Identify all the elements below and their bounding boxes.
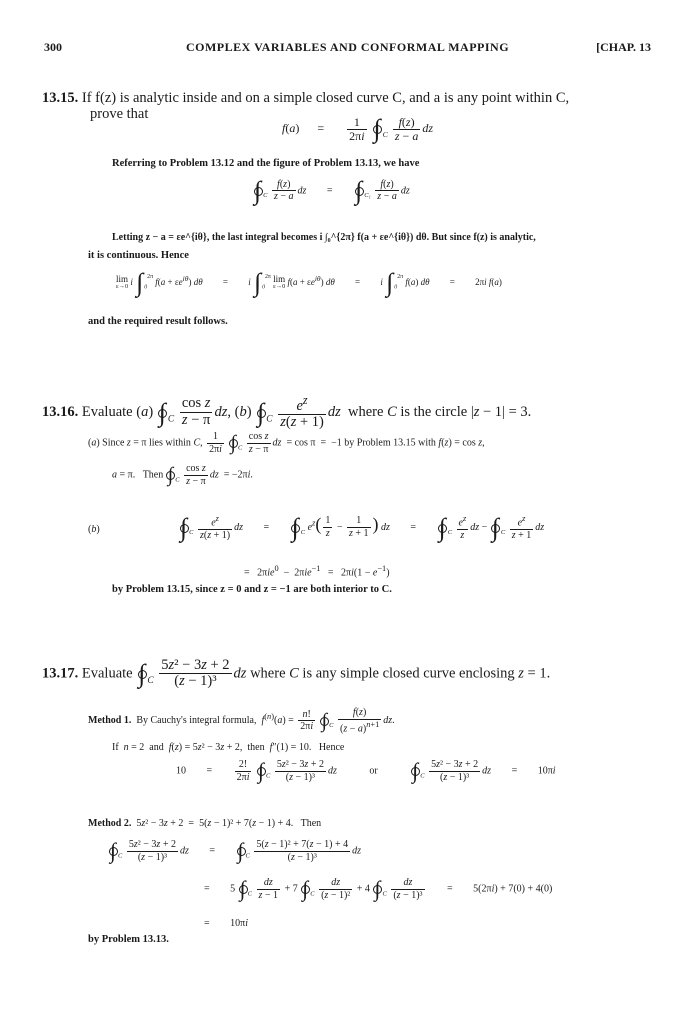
problem-13-17-statement: 13.17. Evaluate ∫ $_C$ $\frac{\text{5z² − 3z + 2}}{\text{(z − 1)³}}$ dz where C is any simple closed curve enclosing z = 1. bbox=[42, 657, 551, 690]
chapter-label: [CHAP. 13 bbox=[596, 40, 651, 54]
method-1-line-2: If n = 2 and f(z) = 5z² − 3z + 2, then f″(1) = 10. Hence bbox=[112, 742, 345, 753]
method-1-equation: 10 = $\frac{2!}{2\pi i}$ ∫ $_C$ $\frac{\text{5z² − 3z + 2}}{\text{(z − 1)³}}$ dz or ∫ $_C$ $\frac{\text{5z² − 3z + 2}}{\text{(z − 1)³}}$ dz = 10πi bbox=[176, 758, 556, 784]
solution-part-a-line-2: a = π. Then ∫ $_C$ $\frac{\text{cos z}}{z - \pi}$ dz = −2πi. bbox=[112, 463, 253, 487]
solution-text: Letting z − a = εe^{iθ}, the last integral becomes i ∫₀^{2π} f(a + εe^{iθ}) dθ. But since f(z) is analytic, bbox=[112, 232, 536, 243]
problem-13-15-statement bbox=[42, 90, 569, 107]
problem-text: If f(z) is analytic inside and on a simple closed curve C, and a is any point within C, bbox=[81, 90, 570, 106]
solution-text: it is continuous. Hence bbox=[88, 250, 189, 261]
problem-number: 13.17. bbox=[42, 665, 79, 682]
running-title: COMPLEX VARIABLES AND CONFORMAL MAPPING bbox=[185, 40, 510, 54]
equation-part-b-result: = $2\pi ie^0 - 2\pi ie^{-1} = 2\pi i(1 - e^{-1})$ bbox=[244, 564, 390, 579]
solution-text: and the required result follows. bbox=[88, 316, 228, 327]
problem-number: 13.16. bbox=[42, 403, 79, 420]
solution-text: Referring to Problem 13.12 and the figure of Problem 13.13, we have bbox=[112, 158, 420, 169]
problem-text-cont: prove that bbox=[90, 106, 149, 122]
equation-cauchy-formula: f(a) = $\frac{1}{2\pi i}$ ∫ $_C$ $\frac{f(z)}{z - a}$ dz bbox=[282, 114, 433, 144]
solution-text: by Problem 13.15, since z = 0 and z = −1 are both interior to C. bbox=[112, 584, 392, 595]
equation-contour-equality: ∫ $_C$ $\frac{f(z)}{z - a}$ dz = ∫ $_{C_1}$ $\frac{f(z)}{z - a}$ dz bbox=[254, 176, 410, 205]
solution-part-b-label: (b) bbox=[88, 524, 100, 535]
method-2-equation-2: = 5 ∫ $_C$ $\frac{dz}{z - 1}$ + 7 ∫ $_C$ $\frac{dz}{\text{(z − 1)²}}$ + 4 ∫ $_C$ $\frac{dz}{\text{(z − 1)³}}$ = 5(2πi) + 7(0) + 4(0) bbox=[204, 876, 553, 902]
page-number: 300 bbox=[44, 40, 62, 54]
page-header bbox=[44, 40, 651, 58]
method-2-line-1: Method 2. 5z² − 3z + 2 = 5(z − 1)² + 7(z − 1) + 4. Then bbox=[88, 818, 322, 829]
method-1-line-1: Method 1. By Cauchy's integral formula, $f^{(n)}(a)$ = $\frac{n!}{2\pi i}$ ∫ $_C$ $\frac{f(z)}{(z - a)^{n+1}}$ dz. bbox=[88, 707, 395, 734]
equation-limit: lim ε→0 i $\int_0^{2\pi}$ $f(a + \varepsilon e^{i\theta})$ dθ = i $\int_0^{2\pi}$ lim ε→0 $f(a + \varepsilon e^{i\theta})$ dθ = i $\int_0^{2\pi}$ f(a) dθ = 2πi f(a) bbox=[116, 268, 502, 297]
problem-13-15-statement-cont bbox=[90, 106, 148, 123]
solution-text: by Problem 13.13. bbox=[88, 934, 169, 945]
equation-part-b: ∫ $_C$ $\frac{e^z}{z(z + 1)}$ dz = ∫ $_C$ $e^z$( $\frac{1}{z}$ − $\frac{1}{z + 1}$ ) dz = ∫ $_C$ $\frac{e^z}{z}$ dz − ∫ $_C$ $\frac{e^z}{z + 1}$ dz bbox=[180, 512, 545, 542]
method-2-equation-1: ∫ $_C$ $\frac{\text{5z² − 3z + 2}}{\text{(z − 1)³}}$ dz = ∫ $_C$ $\frac{\text{5(z − 1)² + 7(z − 1) + 4}}{\text{(z − 1)³}}$ dz bbox=[110, 838, 361, 864]
method-2-result: = 10πi bbox=[204, 918, 248, 929]
contour-integral-icon: ∫ bbox=[373, 114, 381, 144]
problem-13-16-statement: 13.16. Evaluate (a) ∫ $_C$ $\frac{\text{cos z}}{z - \pi}$ dz, (b) ∫ $_C$ $\frac{e^z}{z(z + 1)}$ dz where C is the circle |z − 1| = 3. bbox=[42, 393, 532, 431]
problem-number: 13.15. bbox=[42, 90, 79, 106]
solution-part-a-line-1: (a) Since z = π lies within C, $\frac{1}{2\pi i}$ ∫ $_C$ $\frac{\text{cos z}}{z - \pi}$ dz = cos π = −1 by Problem 13.15 with f(z) = cos z, bbox=[88, 431, 485, 455]
